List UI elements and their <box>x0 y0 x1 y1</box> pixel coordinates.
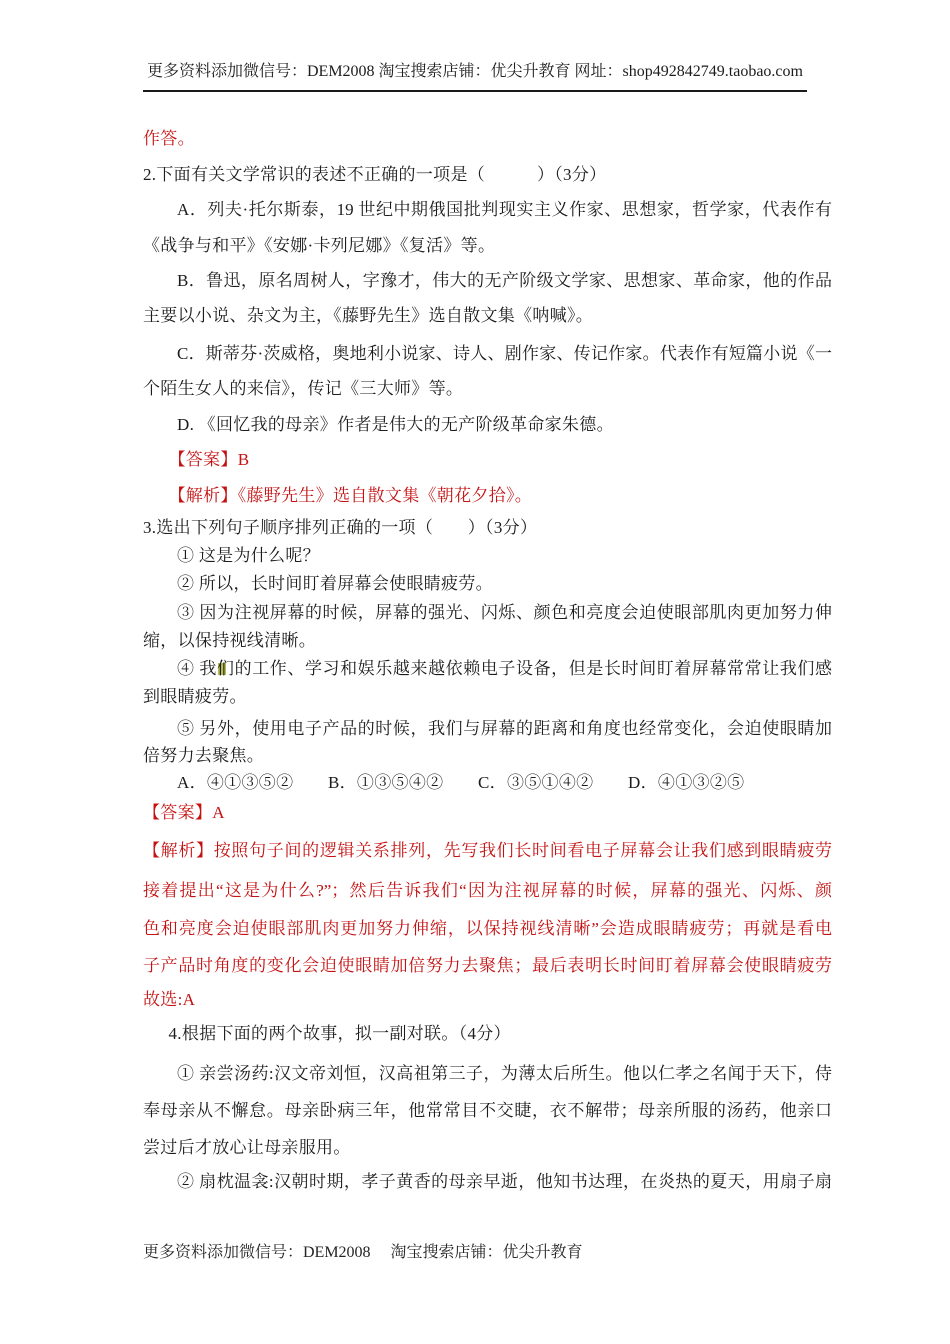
doc-line-9: D. 《回忆我的母亲》作者是伟大的无产阶级革命家朱德。 <box>177 415 614 434</box>
doc-line-1: 作答。 <box>143 129 195 148</box>
document-body <box>143 0 832 1344</box>
doc-line-30: 奉母亲从不懈怠。母亲卧病三年，他常常目不交睫，衣不解带；母亲所服的汤药，他亲口 <box>143 1101 832 1120</box>
doc-line-16: 缩，以保持视线清晰。 <box>143 631 316 650</box>
doc-line-26: 子产品时角度的变化会迫使眼睛加倍努力去聚焦；最后表明长时间盯着屏幕会使眼睛疲劳 <box>143 956 832 975</box>
doc-line-6: 主要以小说、杂文为主，《藤野先生》选自散文集《呐喊》。 <box>143 306 594 325</box>
doc-line-17: ④ 我们的工作、学习和娱乐越来越依赖电子设备，但是长时间盯着屏幕常常让我们感 <box>177 659 832 678</box>
doc-line-18: 到眼睛疲劳。 <box>143 687 247 706</box>
page-footer <box>143 1242 832 1264</box>
doc-line-21: A．④①③⑤② B．①③⑤④② C．③⑤①④② D．④①③②⑤ <box>177 773 745 792</box>
doc-line-24: 接着提出“这是为什么?”；然后告诉我们“因为注视屏幕的时候，屏幕的强光、闪烁、颜 <box>143 881 832 900</box>
doc-line-8: 个陌生女人的来信》，传记《三大师》等。 <box>143 379 464 398</box>
doc-line-2: 2.下面有关文学常识的表述不正确的一项是（ ）（3分） <box>143 165 607 184</box>
doc-line-23: 【解析】按照句子间的逻辑关系排列，先写我们长时间看电子屏幕会让我们感到眼睛疲劳 <box>143 841 832 860</box>
doc-line-12: 3.选出下列句子顺序排列正确的一项（ ）（3分） <box>143 518 538 537</box>
doc-line-7: C．斯蒂芬·茨威格，奥地利小说家、诗人、剧作家、传记作家。代表作有短篇小说《一 <box>177 344 832 363</box>
doc-line-29: ① 亲尝汤药:汉文帝刘恒，汉高祖第三子，为薄太后所生。他以仁孝之名闻于天下，侍 <box>177 1064 832 1083</box>
doc-line-13: ① 这是为什么呢？ <box>177 546 320 565</box>
doc-line-25: 色和亮度会迫使眼部肌肉更加努力伸缩，以保持视线清晰”会造成眼睛疲劳；再就是看电 <box>143 919 832 938</box>
doc-line-27: 故选:A <box>143 990 196 1009</box>
doc-line-11: 【解析】《藤野先生》选自散文集《朝花夕拾》。 <box>168 486 533 505</box>
doc-line-14: ② 所以，长时间盯着屏幕会使眼睛疲劳。 <box>177 574 493 593</box>
doc-line-22: 【答案】A <box>143 803 225 822</box>
doc-line-4: 《战争与和平》《安娜·卡列尼娜》《复活》等。 <box>143 236 496 255</box>
doc-line-28: 4.根据下面的两个故事，拟一副对联。（4分） <box>168 1024 511 1043</box>
footer-text: 更多资料添加微信号：DEM2008 淘宝搜索店铺：优尖升教育 <box>143 1244 583 1261</box>
doc-line-31: 尝过后才放心让母亲服用。 <box>143 1138 351 1157</box>
header-text: 更多资料添加微信号：DEM2008 淘宝搜索店铺：优尖升教育 网址：shop492842749.taobao.com <box>147 63 803 80</box>
doc-line-10: 【答案】B <box>168 450 250 469</box>
doc-line-5: B．鲁迅，原名周树人，字豫才，伟大的无产阶级文学家、思想家、革命家，他的作品 <box>177 271 832 290</box>
doc-line-3: A．列夫·托尔斯泰，19 世纪中期俄国批判现实主义作家、思想家，哲学家，代表作有 <box>177 200 832 219</box>
doc-line-32: ② 扇枕温衾:汉朝时期，孝子黄香的母亲早逝，他知书达理，在炎热的夏天，用扇子扇 <box>177 1172 832 1191</box>
doc-line-19: ⑤ 另外，使用电子产品的时候，我们与屏幕的距离和角度也经常变化，会迫使眼睛加 <box>177 719 832 738</box>
doc-line-20: 倍努力去聚焦。 <box>143 746 265 765</box>
doc-line-15: ③ 因为注视屏幕的时候，屏幕的强光、闪烁、颜色和亮度会迫使眼部肌肉更加努力伸 <box>177 603 832 622</box>
